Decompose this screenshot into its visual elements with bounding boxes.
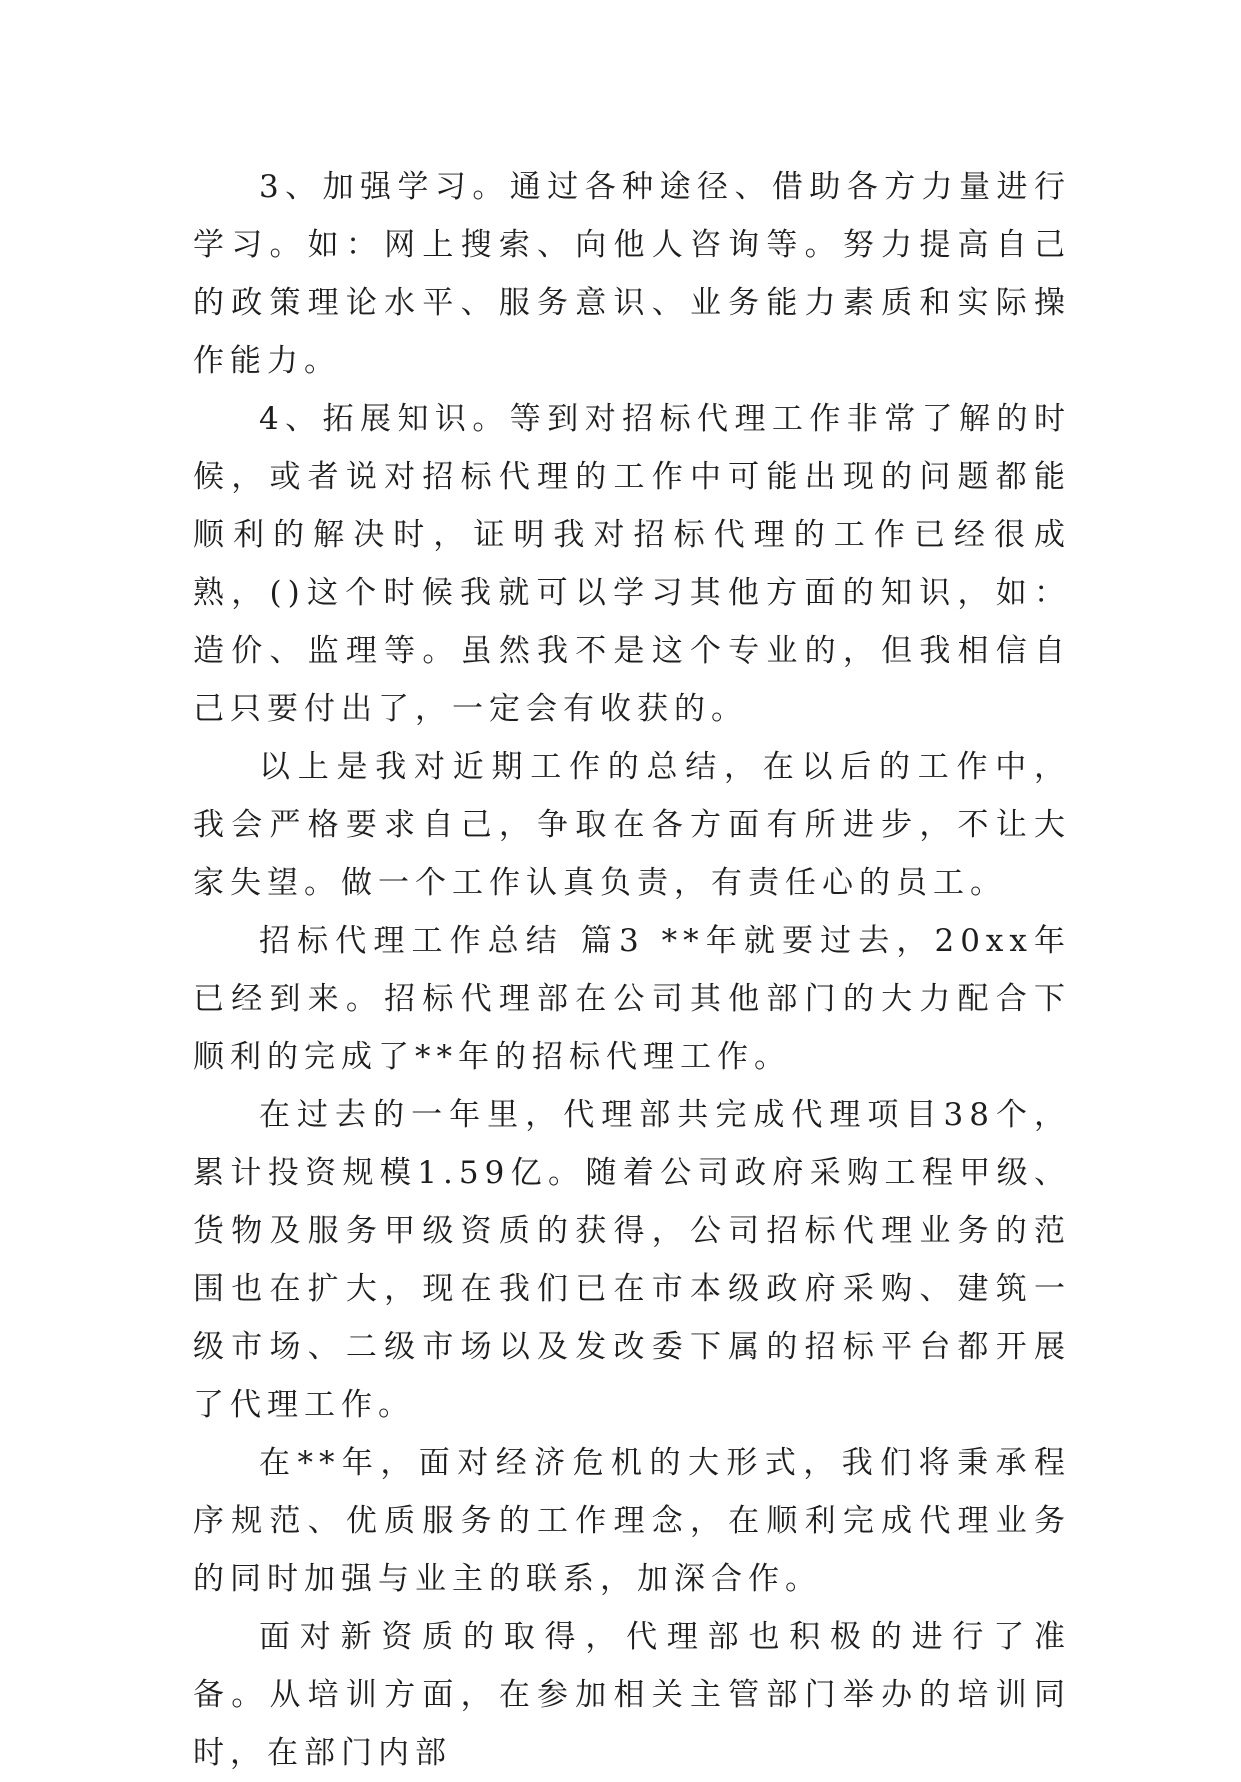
- paragraph-summary: 以上是我对近期工作的总结，在以后的工作中，我会严格要求自己，争取在各方面有所进步，不让大家失望。做一个工作认真负责，有责任心的员工。: [193, 749, 1071, 901]
- paragraph-expand-knowledge: 4、拓展知识。等到对招标代理工作非常了解的时候，或者说对招标代理的工作中可能出现的问题都能顺利的解决时，证明我对招标代理的工作已经很成熟，()这个时候我就可以学习其他方面的知识，如：造价、监理等。虽然我不是这个专业的，但我相信自己只要付出了，一定会有收获的。: [193, 401, 1071, 727]
- paragraph-study: 3、加强学习。通过各种途径、借助各方力量进行学习。如：网上搜索、向他人咨询等。努力提高自己的政策理论水平、服务意识、业务能力素质和实际操作能力。: [193, 169, 1071, 379]
- paragraph-section-3-intro: 招标代理工作总结 篇3 **年就要过去，20xx年已经到来。招标代理部在公司其他部门的大力配合下顺利的完成了**年的招标代理工作。: [193, 923, 1071, 1075]
- paragraph-past-year: 在过去的一年里，代理部共完成代理项目38个，累计投资规模1.59亿。随着公司政府采购工程甲级、货物及服务甲级资质的获得，公司招标代理业务的范围也在扩大，现在我们已在市本级政府采购、建筑一级市场、二级市场以及发改委下属的招标平台都开展了代理工作。: [193, 1097, 1071, 1423]
- paragraph-crisis: 在**年，面对经济危机的大形式，我们将秉承程序规范、优质服务的工作理念，在顺利完成代理业务的同时加强与业主的联系，加深合作。: [193, 1445, 1071, 1597]
- document-body: [193, 158, 1071, 1782]
- paragraph-new-qualification: 面对新资质的取得，代理部也积极的进行了准备。从培训方面，在参加相关主管部门举办的培训同时，在部门内部: [193, 1619, 1071, 1771]
